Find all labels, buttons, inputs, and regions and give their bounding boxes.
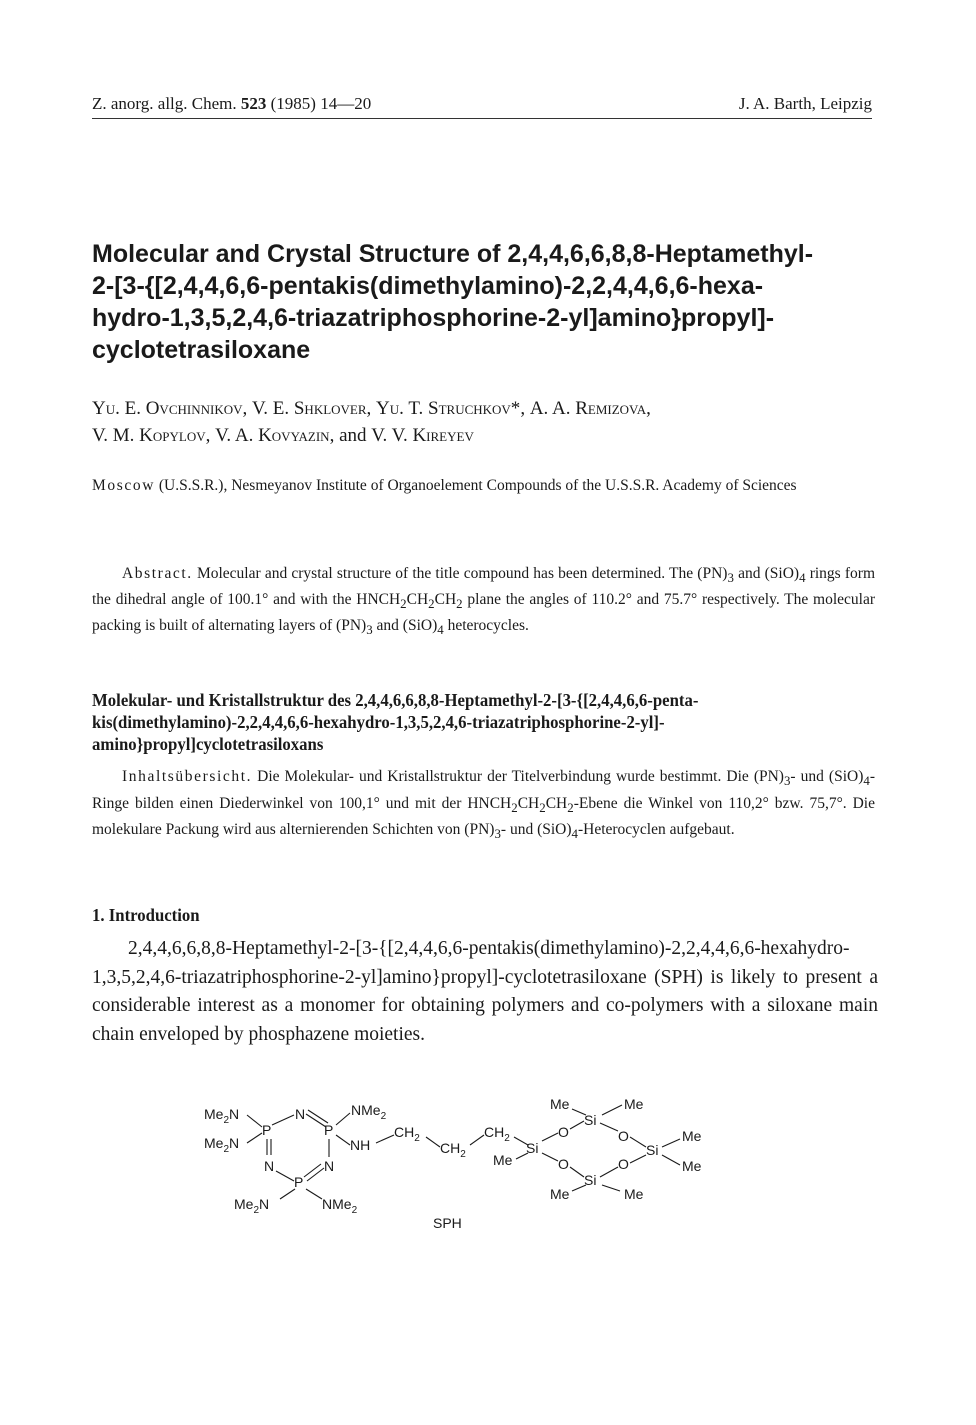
- nitrogen-atom: N: [264, 1158, 275, 1174]
- methyl-group: Me: [493, 1152, 513, 1168]
- oxygen-atom: O: [558, 1156, 569, 1172]
- methyl-group: Me: [624, 1096, 644, 1112]
- methyl-group: Me: [682, 1158, 702, 1174]
- author: Yu. E. Ovchinnikov: [92, 398, 243, 419]
- abstract-label: Abstract.: [122, 565, 193, 582]
- author: Yu. T. Struchkov*: [376, 398, 521, 419]
- author-list: Yu. E. Ovchinnikov, V. E. Shklover, Yu. T. Struchkov*, A. A. Remizova, V. M. Kopylov, V. A. Kovyazin, and V. V. Kireyev: [92, 398, 651, 446]
- nitrogen-atom: N: [295, 1106, 306, 1122]
- ch2-group: $CH_2$: [394, 1124, 420, 1144]
- journal-reference: Z. anorg. allg. Chem. 523 (1985) 14—20: [92, 94, 372, 113]
- nitrogen-atom: N: [324, 1158, 335, 1174]
- silicon-atom: Si: [584, 1112, 597, 1128]
- running-header: [92, 94, 872, 119]
- ch2-group: $CH_2$: [484, 1124, 510, 1144]
- phosphorus-atom: P: [262, 1122, 272, 1138]
- chemical-structure-sph: [200, 1095, 720, 1235]
- methyl-group: Me: [682, 1128, 702, 1144]
- german-title: Molekular- und Kristallstruktur des 2,4,4,6,6,8,8-Heptamethyl-2-[3-{[2,4,4,6,6-penta- kis(dimethylamino)-2,2,4,4,6,6-hexahydro-1,3,5,2,4,6-triazatriphosphorine-2-yl]- amino}propyl]cyclotetrasiloxans: [92, 690, 699, 754]
- phosphorus-atom: P: [324, 1122, 334, 1138]
- abstract-label: Inhaltsübersicht.: [122, 768, 253, 785]
- silicon-atom: Si: [646, 1142, 659, 1158]
- oxygen-atom: O: [558, 1124, 569, 1140]
- introduction-paragraph: 2,4,4,6,6,8,8-Heptamethyl-2-[3-{[2,4,4,6,6-pentakis(dimethylamino)-2,2,4,4,6,6-hexahydro-1,3,5,2,4,6-triazatriphosphorine-2-yl]amino}propyl]-cyclotetrasiloxane (SPH) is likely to present a considerable interest as a monomer for obtaining polymers and co-polymers with a siloxane main chain enveloped by phosphazene moieties.: [92, 938, 878, 1045]
- publisher: J. A. Barth, Leipzig: [738, 94, 872, 113]
- author: V. V. Kireyev: [371, 425, 474, 446]
- section-heading: 1. Introduction: [92, 905, 200, 925]
- methyl-group: Me: [550, 1186, 570, 1202]
- structure-caption: SPH: [433, 1215, 462, 1231]
- phosphorus-atom: P: [294, 1174, 304, 1190]
- article-title: Molecular and Crystal Structure of 2,4,4,6,6,8,8-Heptamethyl- 2-[3-{[2,4,4,6,6-pentakis(dimethylamino)-2,2,4,4,6,6-hexa- hydro-1,3,5,2,4,6-triazatriphosphorine-2-yl]amino}propyl]- cyclotetrasiloxane: [92, 240, 814, 364]
- oxygen-atom: O: [618, 1128, 629, 1144]
- author: V. A. Kovyazin: [215, 425, 330, 446]
- abstract-german: Inhaltsübersicht. Die Molekular- und Kristallstruktur der Titelverbindung wurde bestimmt. Die $(PN)_3-$ und $(SiO)_4$-Ringe bilden einen Diederwinkel von 100,1° und mit der $HNCH_2CH_2CH_2$-Ebene die Winkel von 110,2° bzw. 75,7°. Die molekulare Packung wird aus alternierenden Schichten von $(PN)_3-$ und $(SiO)_4$-Heterocyclen aufgebaut.: [92, 768, 875, 842]
- affiliation: Moscow (U.S.S.R.), Nesmeyanov Institute of Organoelement Compounds of the U.S.S.R. Academy of Sciences: [92, 477, 797, 494]
- silicon-atom: Si: [584, 1172, 597, 1188]
- volume-number: 523: [240, 94, 267, 113]
- author: V. M. Kopylov: [92, 425, 206, 446]
- nme2-group: NMe$_2$: [351, 1102, 387, 1122]
- silicon-atom: Si: [526, 1140, 539, 1156]
- author: A. A. Remizova: [529, 398, 647, 419]
- author: V. E. Shklover: [251, 398, 367, 419]
- ch2-group: $CH_2$: [440, 1140, 466, 1160]
- me2n-group: $Me_2N$: [204, 1106, 240, 1126]
- oxygen-atom: O: [618, 1156, 629, 1172]
- nh-group: NH: [350, 1137, 371, 1153]
- methyl-group: Me: [550, 1096, 570, 1112]
- me2n-group: $Me_2N$: [234, 1196, 270, 1216]
- me2n-group: $Me_2N$: [204, 1135, 240, 1155]
- methyl-group: Me: [624, 1186, 644, 1202]
- nme2-group: NMe$_2$: [322, 1196, 358, 1216]
- abstract-english: Abstract. Molecular and crystal structure of the title compound has been determined. The $(PN)_3$ and $(SiO)_4$ rings form the dihedral angle of 100.1° and with the $HNCH_2CH_2CH_2$ plane the angles of 110.2° and 75.7° respectively. The molecular packing is built of alternating layers of $(PN)_3$ and $(SiO)_4$ heterocycles.: [92, 565, 876, 638]
